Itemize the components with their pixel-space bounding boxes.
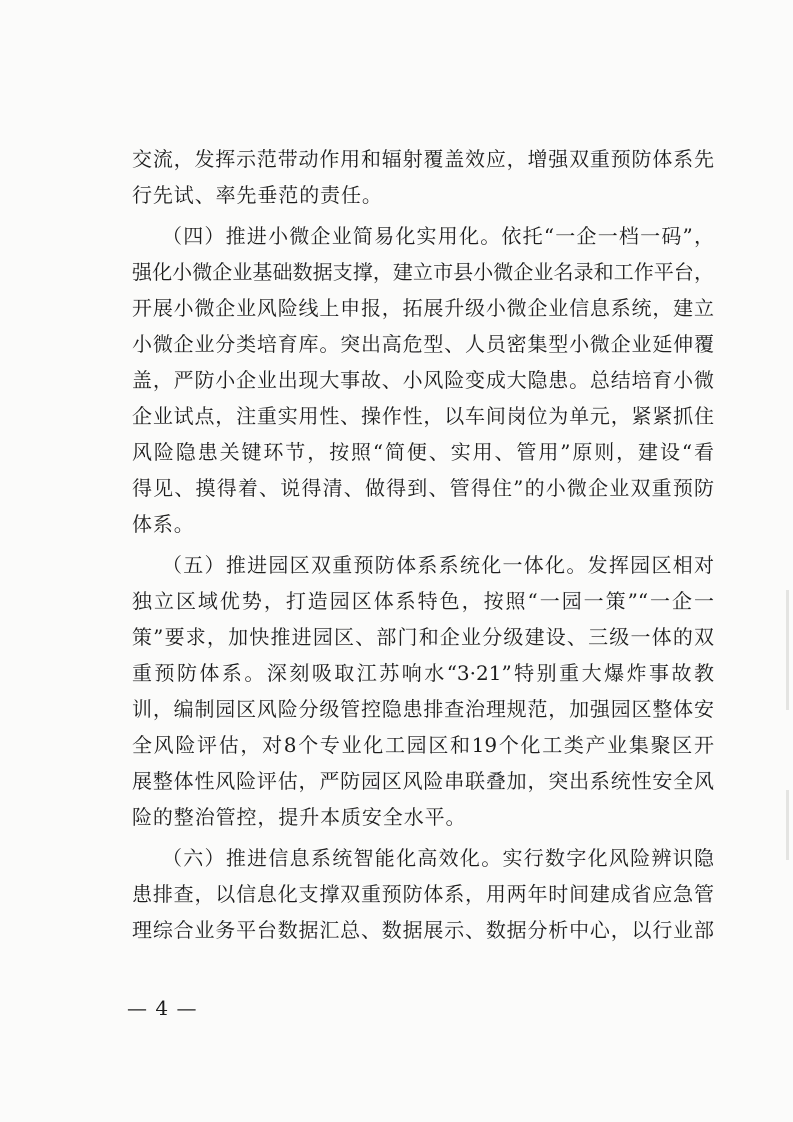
text-line: 训，编制园区风险分级管控隐患排查治理规范，加强园区整体安 — [132, 697, 714, 721]
text-line: （五）推进园区双重预防体系系统化一体化。发挥园区相对 — [162, 553, 714, 577]
text-line: 开展小微企业风险线上申报，拓展升级小微企业信息系统，建立 — [132, 296, 714, 320]
text-line: 独立区域优势，打造园区体系特色，按照“一园一策”“一企一 — [132, 589, 714, 613]
paragraph — [132, 840, 714, 948]
text-line: 展整体性风险评估，严防园区风险串联叠加，突出系统性安全风 — [132, 769, 714, 793]
text-line: 策”要求，加快推进园区、部门和企业分级建设、三级一体的双 — [132, 625, 714, 649]
text-line: 理综合业务平台数据汇总、数据展示、数据分析中心，以行业部 — [132, 918, 714, 942]
text-line: （四）推进小微企业简易化实用化。依托“一企一档一码”， — [162, 224, 714, 248]
paragraph — [132, 547, 714, 835]
text-line: 体系。 — [132, 512, 195, 536]
text-line: 行先试、率先垂范的责任。 — [132, 183, 383, 207]
text-line: （六）推进信息系统智能化高效化。实行数字化风险辨识隐 — [162, 846, 714, 870]
paragraph — [132, 218, 714, 542]
text-line: 强化小微企业基础数据支撑，建立市县小微企业名录和工作平台， — [132, 260, 714, 284]
text-line: 全风险评估，对8个专业化工园区和19个化工类产业集聚区开 — [132, 733, 714, 757]
text-line: 盖，严防小企业出现大事故、小风险变成大隐患。总结培育小微 — [132, 368, 714, 392]
text-line: 风险隐患关键环节，按照“简便、实用、管用”原则，建设“看 — [132, 440, 714, 464]
text-line: 小微企业分类培育库。突出高危型、人员密集型小微企业延伸覆 — [132, 332, 714, 356]
scan-edge-mark — [786, 790, 789, 860]
text-line: 患排查，以信息化支撑双重预防体系，用两年时间建成省应急管 — [132, 882, 714, 906]
text-line: 重预防体系。深刻吸取江苏响水“3·21”特别重大爆炸事故教 — [132, 661, 714, 685]
text-line: 交流，发挥示范带动作用和辐射覆盖效应，增强双重预防体系先 — [132, 147, 714, 171]
paragraph — [132, 141, 714, 213]
text-line: 得见、摸得着、说得清、做得到、管得住”的小微企业双重预防 — [132, 476, 714, 500]
body-text — [132, 141, 714, 948]
text-line: 险的整治管控，提升本质安全水平。 — [132, 805, 467, 829]
scan-edge-mark — [786, 590, 789, 710]
page-number: — 4 — — [127, 996, 198, 1020]
text-line: 企业试点，注重实用性、操作性，以车间岗位为单元，紧紧抓住 — [132, 404, 714, 428]
